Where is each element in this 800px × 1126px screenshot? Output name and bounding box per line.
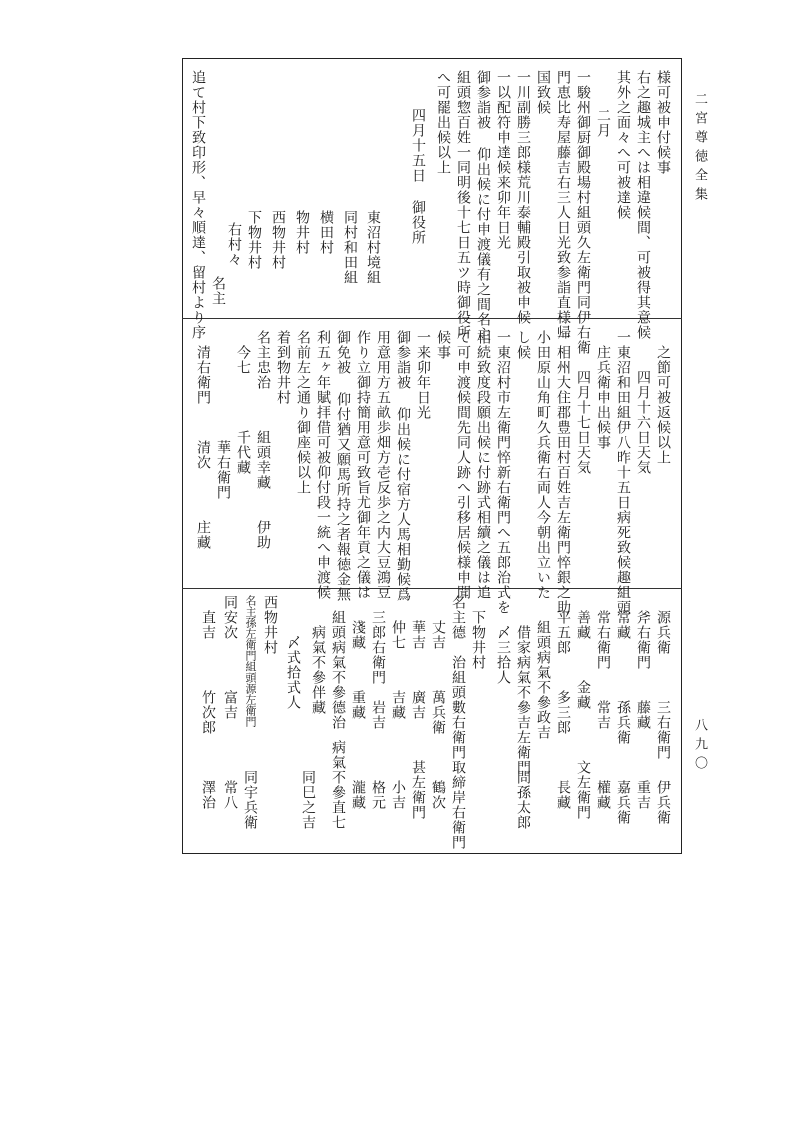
text-column-bottom-47: 名主孫左衛門組頭源左衛門 xyxy=(244,595,257,727)
text-column-bottom-46: 西物井村 xyxy=(262,595,278,655)
text-column-middle-1: 四月十六日天気 xyxy=(635,370,651,475)
text-column-bottom-54: 澤治 xyxy=(200,780,216,810)
text-column-bottom-41: 組頭病氣不參德治 xyxy=(330,610,346,730)
text-column-middle-18: 名前左之通り御座候以上 xyxy=(295,330,311,495)
text-column-bottom-0: 源兵衛 xyxy=(655,610,671,655)
text-column-middle-27: 清次 xyxy=(195,440,211,470)
text-column-middle-6: 小田原山角町久兵衛右両人今朝出立いた xyxy=(535,330,551,600)
text-column-middle-20: 名主忠治 xyxy=(255,330,271,390)
text-column-bottom-38: 淺藏 xyxy=(350,620,366,650)
text-column-bottom-28: 鶴次 xyxy=(430,780,446,810)
text-column-top-19: 下物井村 xyxy=(246,210,262,270)
text-column-bottom-2: 伊兵衛 xyxy=(655,780,671,825)
text-column-top-20: 右村々 xyxy=(226,222,242,267)
text-column-middle-19: 着到物井村 xyxy=(275,330,291,405)
text-column-bottom-16: 多三郎 xyxy=(555,690,571,735)
text-column-top-18: 西物井村 xyxy=(270,210,286,270)
text-column-bottom-21: 〆三拾人 xyxy=(495,625,511,685)
text-column-bottom-34: 小吉 xyxy=(390,780,406,810)
text-column-bottom-22: 下物井村 xyxy=(470,610,486,670)
text-column-bottom-19: 借家病氣不參吉左衛門 xyxy=(515,625,531,775)
text-column-bottom-25: 取締岸右衛門 xyxy=(450,760,466,850)
text-column-bottom-36: 岩吉 xyxy=(370,700,386,730)
text-column-bottom-24: 治組頭數右衛門 xyxy=(450,655,466,760)
text-column-middle-24: 千代藏 xyxy=(235,430,251,475)
text-column-top-7: 一川副勝三郎様荒川泰輔殿引取被申候 xyxy=(515,70,531,325)
text-column-middle-12: 一来卯年日光 xyxy=(415,330,431,420)
text-column-middle-10: て可申渡候間先同人跡へ引移居候様申聞 xyxy=(455,330,471,600)
text-column-top-16: 横田村 xyxy=(318,210,334,255)
text-column-bottom-30: 廣吉 xyxy=(410,690,426,720)
text-column-top-21: 名主 xyxy=(210,276,226,306)
text-column-bottom-49: 同安次 xyxy=(222,595,238,640)
text-column-bottom-29: 華吉 xyxy=(410,620,426,650)
book-title: 二宮尊徳全集 xyxy=(692,92,707,206)
text-column-bottom-27: 萬兵衛 xyxy=(430,690,446,735)
text-column-bottom-48: 同宇兵衛 xyxy=(242,770,258,830)
text-column-bottom-40: 瀧藏 xyxy=(350,780,366,810)
text-column-bottom-17: 長藏 xyxy=(555,780,571,810)
text-column-bottom-9: 常右衛門 xyxy=(595,610,611,670)
section-divider-2 xyxy=(182,588,682,589)
text-column-middle-2: 一東沼和田組伊八昨十五日病死致候趣組頭 xyxy=(615,330,631,615)
text-column-top-10: 組頭惣百姓一同明後十七日五ツ時御役所 xyxy=(455,70,471,340)
text-column-middle-25: 華右衛門 xyxy=(215,440,231,500)
text-column-bottom-6: 常藏 xyxy=(615,610,631,640)
text-column-middle-16: 御免被 仰付猶又願馬所持之者報徳金無 xyxy=(335,330,351,602)
text-column-middle-14: 用意用方五畝歩畑方壱反歩之内大豆鴻豆 xyxy=(375,330,391,600)
text-column-top-5: 門恵比寿屋藤吉右三人日光致参詣直様帰 xyxy=(555,70,571,340)
text-column-bottom-10: 常吉 xyxy=(595,700,611,730)
text-column-top-14: 東沼村境組 xyxy=(365,210,381,285)
text-column-bottom-32: 仲七 xyxy=(390,620,406,650)
text-column-bottom-31: 甚左衛門 xyxy=(410,760,426,820)
text-column-bottom-51: 常八 xyxy=(222,780,238,810)
text-column-middle-5: 一相州大住郡豊田村百姓吉左衛門悴銀之助 xyxy=(555,330,571,615)
text-column-middle-0: 之節可被返候以上 xyxy=(655,345,671,465)
text-column-top-12: 四月十五日 xyxy=(410,108,426,183)
text-column-middle-23: 今七 xyxy=(235,345,251,375)
text-column-bottom-20: 問孫太郎 xyxy=(515,770,531,830)
text-column-middle-4: 四月十七日天気 xyxy=(575,370,591,475)
text-column-middle-17: 利五ヶ年賦拝借可被仰付段一統へ申渡候 xyxy=(315,330,331,600)
text-column-bottom-53: 竹次郎 xyxy=(200,690,216,735)
text-column-bottom-35: 三郎右衛門 xyxy=(370,610,386,685)
text-column-bottom-7: 孫兵衛 xyxy=(615,700,631,745)
text-column-bottom-1: 三右衛門 xyxy=(655,700,671,760)
text-column-bottom-43: 病氣不參伴藏 xyxy=(310,625,326,715)
text-column-top-1: 右之趣城主へは相違候間、可被得其意候 xyxy=(635,70,651,340)
text-column-middle-21: 組頭幸藏 xyxy=(255,430,271,490)
text-column-bottom-11: 權藏 xyxy=(595,780,611,810)
text-column-top-15: 同村和田組 xyxy=(342,210,358,285)
text-column-bottom-37: 格元 xyxy=(370,780,386,810)
text-column-top-11: へ可罷出候以上 xyxy=(435,70,451,175)
section-divider-1 xyxy=(182,318,682,319)
text-column-middle-3: 庄兵衛申出候事 xyxy=(595,345,611,450)
text-column-bottom-14: 文左衛門 xyxy=(575,760,591,820)
text-column-top-8: 一以配符申達候来卯年日光 xyxy=(495,70,511,250)
text-column-bottom-26: 丈吉 xyxy=(430,620,446,650)
text-column-top-13: 御役所 xyxy=(410,200,426,245)
text-column-top-2: 其外之面々へ可被達候 xyxy=(615,70,631,220)
text-column-bottom-50: 富吉 xyxy=(222,690,238,720)
text-column-middle-28: 庄藏 xyxy=(195,520,211,550)
text-column-middle-8: 一東沼村市左衛門悴新右衛門へ五郎治式を xyxy=(495,330,511,615)
page-number: 八九〇 xyxy=(692,718,707,775)
text-column-bottom-18: 組頭病氣不參政吉 xyxy=(535,620,551,740)
text-column-bottom-15: 平五郎 xyxy=(555,610,571,655)
text-column-bottom-8: 嘉兵衛 xyxy=(615,780,631,825)
text-column-top-6: 国致候 xyxy=(535,70,551,115)
text-column-bottom-44: 同巳之吉 xyxy=(300,770,316,830)
text-column-top-9: 御参詣被 仰出候に付申渡儀有之間名主 xyxy=(475,70,491,342)
text-column-bottom-52: 直吉 xyxy=(200,610,216,640)
text-column-middle-13: 御参詣被 仰出候に付宿方人馬相勤候爲 xyxy=(395,330,411,602)
text-column-middle-7: し候 xyxy=(515,330,531,360)
text-column-bottom-12: 善藏 xyxy=(575,610,591,640)
text-column-bottom-3: 斧右衛門 xyxy=(635,610,651,670)
text-column-middle-9: 相続致度段願出候に付跡式相續之儀は追 xyxy=(475,330,491,600)
text-column-bottom-39: 重藏 xyxy=(350,690,366,720)
text-column-middle-26: 清右衛門 xyxy=(195,345,211,405)
text-column-bottom-42: 病氣不參直七 xyxy=(330,740,346,830)
text-column-middle-15: 作り立御持簡用意可致旨尤御年貢之儀は xyxy=(355,330,371,600)
text-column-bottom-33: 吉藏 xyxy=(390,690,406,720)
text-column-bottom-23: 名主德 xyxy=(450,595,466,640)
text-column-middle-11: 候事 xyxy=(435,330,451,360)
text-column-top-3: 二月 xyxy=(595,108,611,138)
text-column-top-0: 様可被申付候事 xyxy=(655,70,671,175)
text-column-middle-22: 伊助 xyxy=(255,520,271,550)
text-column-top-22: 追て村下致印形、早々順達、留村より序 xyxy=(190,70,206,340)
text-column-bottom-45: 〆式拾式人 xyxy=(285,635,301,710)
text-column-top-17: 物井村 xyxy=(294,210,310,255)
text-column-top-4: 一駿州御厨御殿場村組頭久左衛門同伊右衛 xyxy=(575,70,591,355)
text-column-bottom-5: 重吉 xyxy=(635,780,651,810)
text-column-bottom-4: 藤藏 xyxy=(635,700,651,730)
text-column-bottom-13: 金藏 xyxy=(575,680,591,710)
